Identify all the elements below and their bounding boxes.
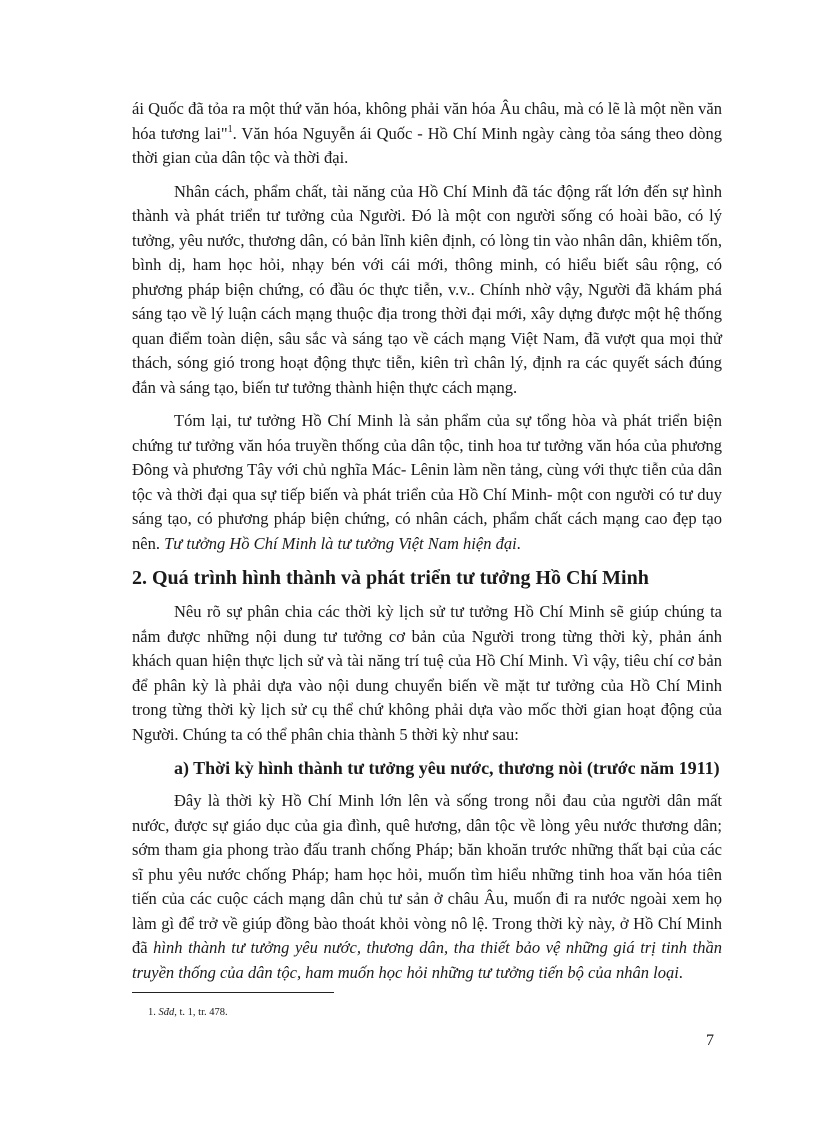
- footnote-source: Sđd: [158, 1007, 175, 1018]
- paragraph-text: .: [678, 962, 683, 982]
- page-number: 7: [706, 1032, 714, 1049]
- paragraph-text: ái Quốc đã tỏa ra một thứ văn hóa, không phải văn hóa Âu châu, mà có lẽ là một nền văn hóa tương lai": [132, 99, 722, 143]
- footnote-reference: 1: [227, 123, 233, 135]
- section-heading: 2. Quá trình hình thành và phát triển tư tưởng Hồ Chí Minh: [132, 567, 649, 589]
- footnote-number: 1.: [148, 1007, 156, 1018]
- paragraph-continued: [132, 97, 722, 171]
- paragraph-periodization: Nêu rõ sự phân chia các thời kỳ lịch sử tư tưởng Hồ Chí Minh sẽ giúp chúng ta nắm được những nội dung tư tưởng cơ bản của Người trong từng thời kỳ, phản ánh khách quan hiện thực lịch sử và tài năng trí tuệ của Hồ Chí Minh. Vì vậy, tiêu chí cơ bản để phân kỳ là phải dựa vào nội dung chuyển biến về mặt tư tưởng của Hồ Chí Minh trong từng thời kỳ lịch sử cụ thể chứ không phải dựa vào mốc thời gian hoạt động của Người. Chúng ta có thể phân chia thành 5 thời kỳ như sau:: [132, 602, 722, 744]
- paragraph-summary: [132, 409, 722, 556]
- subsection-heading: a) Thời kỳ hình thành tư tưởng yêu nước, thương nòi (trước năm 1911): [174, 758, 720, 778]
- paragraph-text: . Văn hóa Nguyễn ái Quốc - Hồ Chí Minh ngày càng tỏa sáng theo dòng thời gian của dân tộc và thời đại.: [132, 123, 722, 167]
- italic-emphasis: Tư tưởng Hồ Chí Minh là tư tưởng Việt Nam hiện đại: [164, 533, 517, 553]
- italic-emphasis: hình thành tư tưởng yêu nước, thương dân, tha thiết bảo vệ những giá trị tinh thần truyền thống của dân tộc, ham muốn học hỏi những tư tưởng tiến bộ của nhân loại: [132, 938, 722, 982]
- footnote: [148, 1006, 228, 1019]
- body-text: [132, 97, 722, 994]
- paragraph-text: Đây là thời kỳ Hồ Chí Minh lớn lên và sống trong nỗi đau của người dân mất nước, được sự giáo dục của gia đình, quê hương, dân tộc về lòng yêu nước thương dân; sớm tham gia phong trào đấu tranh chống Pháp; băn khoăn trước những thất bại của các sĩ phu yêu nước chống Pháp; ham học hỏi, muốn tìm hiểu những tinh hoa văn hóa tiên tiến của các cuộc cách mạng dân chủ tư sản ở châu Âu, muốn đi ra nước ngoài xem họ làm gì để trở về giúp đồng bào thoát khỏi vòng nô lệ. Trong thời kỳ này, ở Hồ Chí Minh đã: [132, 791, 722, 957]
- paragraph-text: Tóm lại, tư tưởng Hồ Chí Minh là sản phẩm của sự tổng hòa và phát triển biện chứng tư tưởng văn hóa truyền thống của dân tộc, tinh hoa tư tưởng văn hóa của phương Đông và phương Tây với chủ nghĩa Mác- Lênin làm nền tảng, cùng với thực tiễn của dân tộc và thời đại qua sự tiếp biến và phát triển của Hồ Chí Minh- một con người có tư duy sáng tạo, có phương pháp biện chứng, có nhân cách, phẩm chất cách mạng cao đẹp tạo nên.: [132, 411, 722, 553]
- paragraph-personality: Nhân cách, phẩm chất, tài năng của Hồ Chí Minh đã tác động rất lớn đến sự hình thành và phát triển tư tưởng của Người. Đó là một con người sống có hoài bão, có lý tưởng, yêu nước, thương dân, có bản lĩnh kiên định, có lòng tin vào nhân dân, khiêm tốn, bình dị, ham học hỏi, nhạy bén với cái mới, thông minh, có hiểu biết sâu rộng, có phương pháp biện chứng, có đầu óc thực tiễn, v.v.. Chính nhờ vậy, Người đã khám phá sáng tạo về lý luận cách mạng thuộc địa trong thời đại mới, xây dựng được một hệ thống quan điểm toàn diện, sâu sắc và sáng tạo về cách mạng Việt Nam, đã vượt qua mọi thử thách, sóng gió trong hoạt động thực tiễn, kiên trì chân lý, định ra các quyết sách đúng đắn và sáng tạo, biến tư tưởng thành hiện thực cách mạng.: [132, 181, 722, 397]
- paragraph-period-a: [132, 789, 722, 985]
- paragraph-text: .: [516, 533, 521, 553]
- footnote-citation: , t. 1, tr. 478.: [174, 1007, 228, 1018]
- footnote-divider: [132, 992, 334, 993]
